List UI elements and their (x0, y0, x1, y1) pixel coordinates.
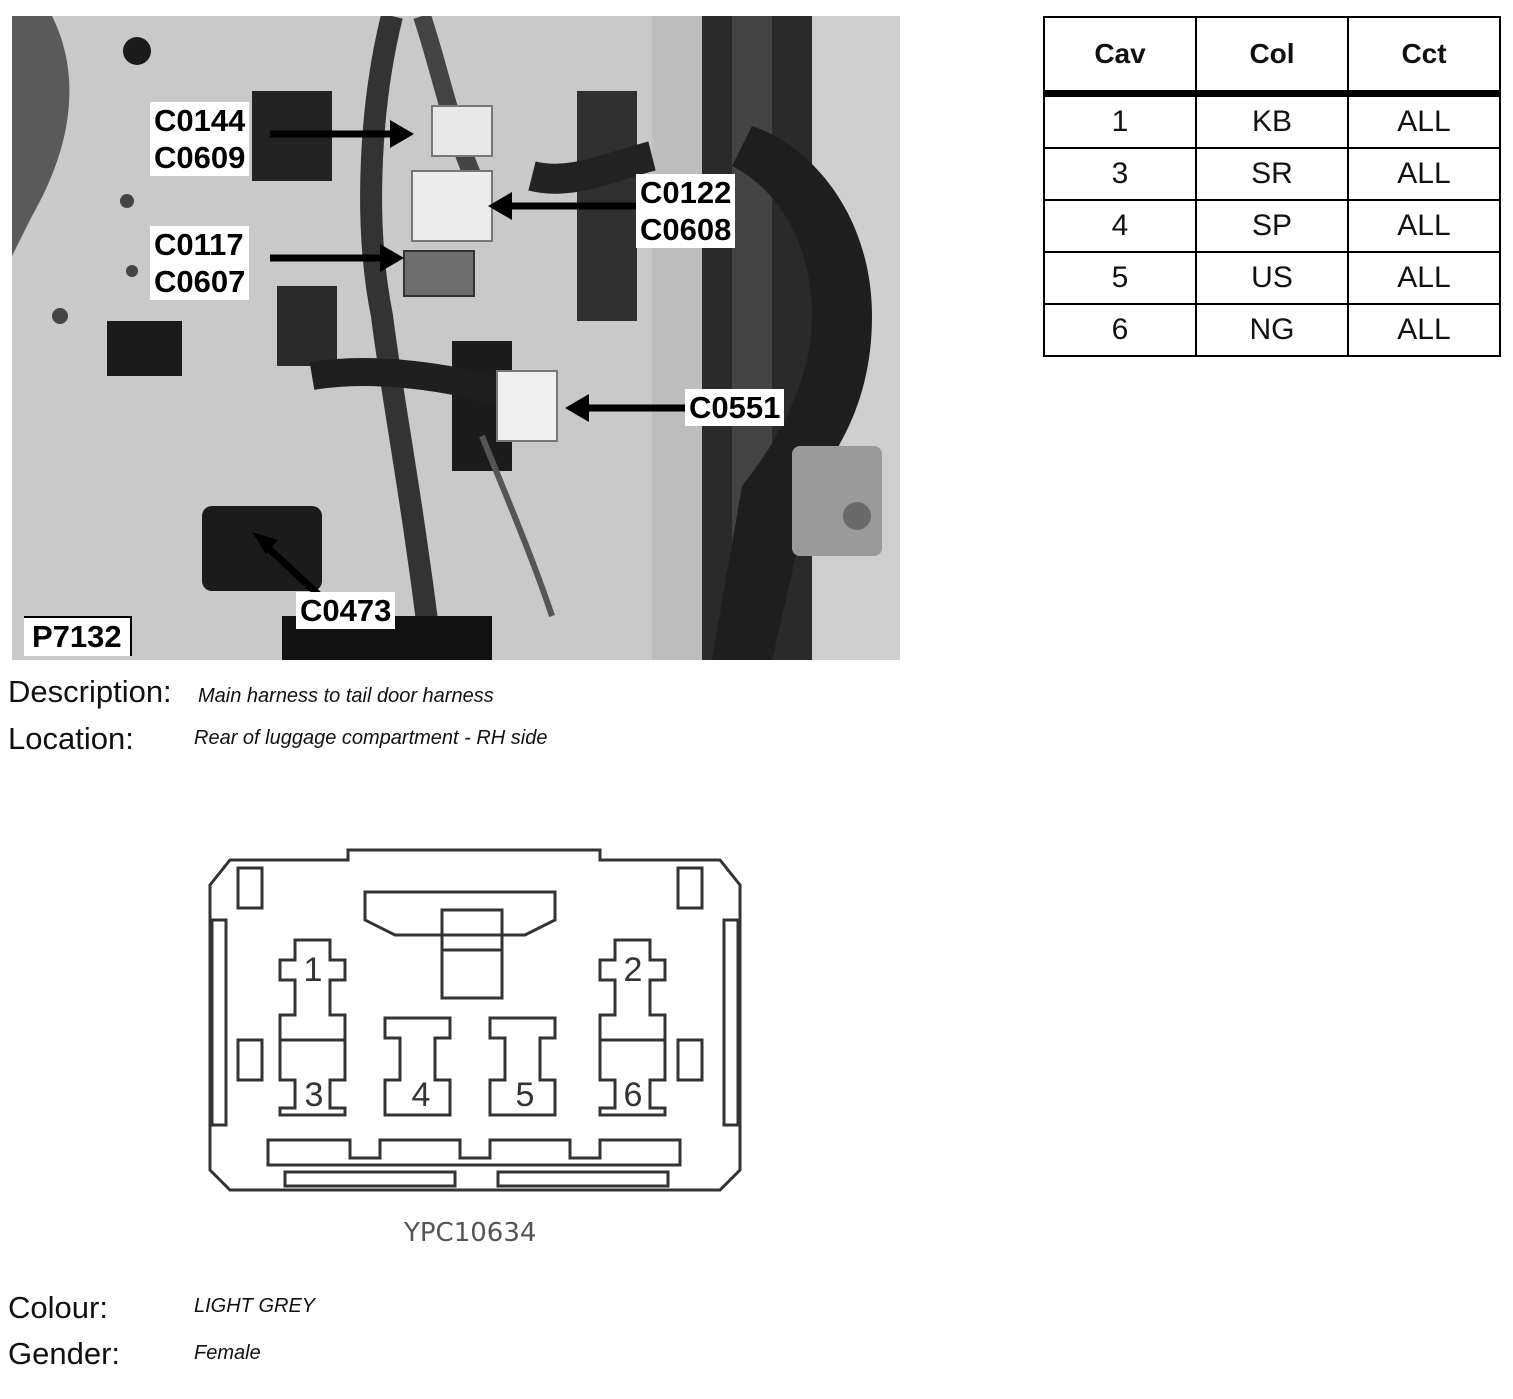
cell-col: SR (1196, 148, 1348, 200)
header-cav: Cav (1044, 17, 1196, 94)
gender-value: Female (194, 1342, 261, 1364)
cell-cav: 4 (1044, 200, 1196, 252)
location-label: Location: (8, 721, 134, 756)
cell-cct: ALL (1348, 304, 1500, 356)
cavity-label-4: 4 (411, 1076, 431, 1114)
cell-col: NG (1196, 304, 1348, 356)
pinout-table (1043, 16, 1501, 357)
description-label: Description: (8, 674, 172, 709)
gender-label: Gender: (8, 1336, 121, 1371)
cell-col: US (1196, 252, 1348, 304)
connector-face-diagram (190, 840, 750, 1210)
cavity-label-3: 3 (304, 1076, 324, 1114)
cell-cav: 6 (1044, 304, 1196, 356)
photo-id-label: P7132 (24, 616, 132, 656)
cell-cct: ALL (1348, 252, 1500, 304)
cell-cav: 5 (1044, 252, 1196, 304)
cavity-label-1: 1 (303, 951, 323, 989)
location-value: Rear of luggage compartment - RH side (194, 727, 548, 749)
connector-reference: YPC10634 (404, 1218, 537, 1248)
colour-value: LIGHT GREY (194, 1295, 316, 1317)
photo-illustration (12, 16, 900, 660)
description-value: Main harness to tail door harness (198, 685, 494, 707)
table-row (1044, 304, 1500, 356)
table-row (1044, 94, 1500, 149)
callout-c0551: C0551 (685, 389, 784, 426)
callout-c0144-c0609: C0144 C0609 (150, 102, 249, 176)
header-cct: Cct (1348, 17, 1500, 94)
cavity-label-2: 2 (623, 951, 643, 989)
table-row (1044, 252, 1500, 304)
cell-cav: 1 (1044, 94, 1196, 149)
callout-c0473: C0473 (296, 592, 395, 629)
colour-label: Colour: (8, 1290, 108, 1325)
cavity-label-6: 6 (623, 1076, 643, 1114)
callout-c0117-c0607: C0117 C0607 (150, 226, 249, 300)
callout-c0122-c0608: C0122 C0608 (636, 174, 735, 248)
cell-col: KB (1196, 94, 1348, 149)
cell-cav: 3 (1044, 148, 1196, 200)
table-header-row (1044, 17, 1500, 94)
cavity-label-5: 5 (515, 1076, 535, 1114)
harness-photo (12, 16, 900, 660)
cell-cct: ALL (1348, 200, 1500, 252)
cell-cct: ALL (1348, 94, 1500, 149)
cell-col: SP (1196, 200, 1348, 252)
header-col: Col (1196, 17, 1348, 94)
table-row (1044, 148, 1500, 200)
cell-cct: ALL (1348, 148, 1500, 200)
table-row (1044, 200, 1500, 252)
